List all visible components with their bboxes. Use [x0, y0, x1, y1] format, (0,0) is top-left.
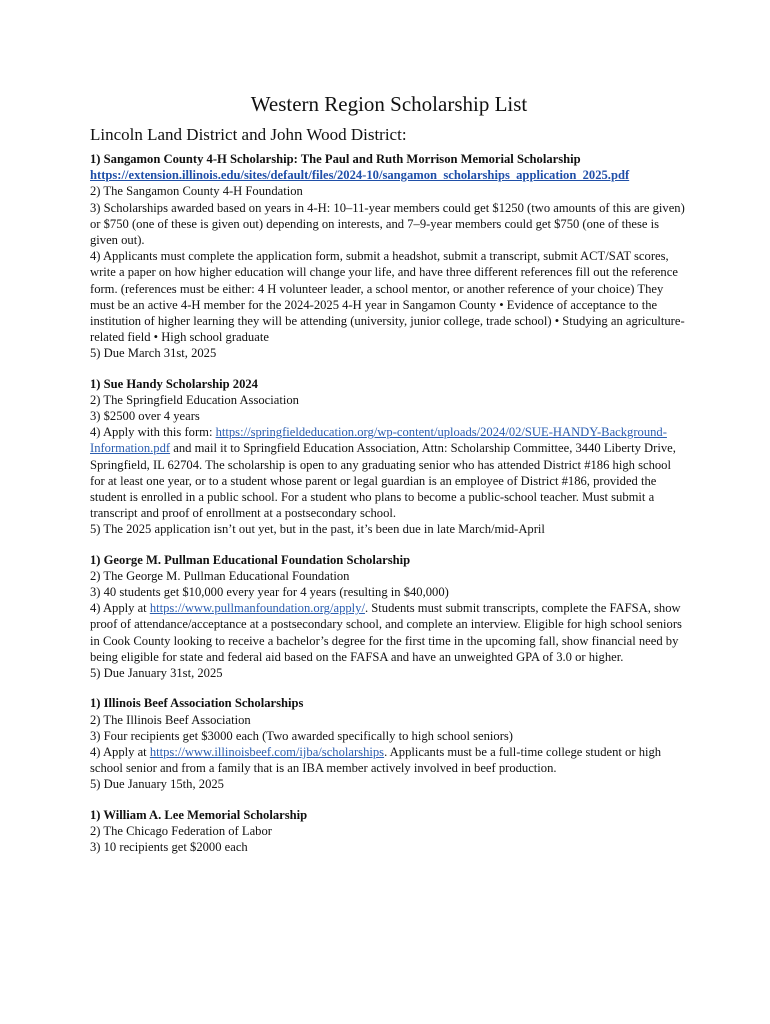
scholarship-due-date: 5) Due January 15th, 2025 [90, 777, 224, 792]
apply-details: . Applicants must be a full-time college student or high school senior and from a family that is an IBA member actively involved in beef production. [90, 744, 662, 776]
scholarship-due-date: 5) The 2025 application isn’t out yet, but in the past, it’s been due in late March/mid-April [90, 522, 545, 537]
apply-details: . Students must submit transcripts, complete the FAFSA, show proof of attendance/acceptance at a postsecondary school, and complete an interview. Eligible for high school seniors in Cook County looking to receive a bachelor’s degree for the first time in the upcoming fall, show financial need by being eligible for state and federal aid based on the FAFSA and have an unweighted GPA of 3.0 or higher. [90, 601, 682, 664]
scholarship-requirements [90, 744, 688, 776]
scholarship-provider: 2) The George M. Pullman Educational Foundation [90, 568, 350, 583]
page-title: Western Region Scholarship List [250, 92, 528, 116]
application-link[interactable]: https://extension.illinois.edu/sites/default/files/2024-10/sangamon_scholarships_application_2025.pdf [90, 168, 630, 183]
scholarship-heading: 1) Illinois Beef Association Scholarships [90, 696, 304, 711]
scholarship-heading: 1) Sangamon County 4-H Scholarship: The Paul and Ruth Morrison Memorial Scholarship [90, 152, 581, 166]
scholarship-award: 3) Four recipients get $3000 each (Two awarded specifically to high school seniors) [90, 728, 513, 743]
scholarship-award: 3) 40 students get $10,000 every year for 4 years (resulting in $40,000) [90, 585, 449, 600]
scholarship-provider: 2) The Illinois Beef Association [90, 712, 251, 727]
scholarship-heading: 1) William A. Lee Memorial Scholarship [90, 807, 308, 822]
scholarship-entry [90, 151, 688, 362]
scholarship-requirements [90, 424, 688, 521]
scholarship-provider: 2) The Chicago Federation of Labor [90, 823, 272, 838]
document-page [90, 92, 688, 869]
application-link[interactable]: https://www.illinoisbeef.com/ijba/scholarships [149, 744, 385, 759]
apply-prefix: 4) Apply at [90, 601, 150, 616]
scholarship-award: 3) Scholarships awarded based on years in 4-H: 10–11-year members could get $1250 (two amounts of this are given) or $750 (one of these is given out) depending on interests, and 7–9-year members could get $750 (one of these is given out). [90, 200, 685, 248]
scholarship-entry [90, 695, 688, 792]
application-link[interactable]: https://springfieldeducation.org/wp-content/uploads/2024/02/SUE-HANDY-Background-Information.pdf [90, 425, 667, 456]
scholarship-due-date: 5) Due January 31st, 2025 [90, 666, 223, 681]
scholarship-due-date: 5) Due March 31st, 2025 [90, 346, 217, 361]
scholarship-requirements [90, 600, 688, 665]
apply-prefix: 4) Apply at [90, 744, 150, 759]
scholarship-award: 3) 10 recipients get $2000 each [90, 839, 248, 854]
application-link[interactable]: https://www.pullmanfoundation.org/apply/ [149, 601, 365, 616]
scholarship-entry [90, 807, 688, 856]
scholarship-entry [90, 552, 688, 682]
scholarship-entry [90, 376, 688, 538]
apply-details: and mail it to Springfield Education Association, Attn: Scholarship Committee, 3440 Liberty Drive, Springfield, IL 62704. The scholarship is open to any graduating senior who has attended District #186 high school for at least one year, or to a student whose parent or legal guardian is an employee of District #186, provided the student is enrolled in a public school. For a student who plans to become a public-school teacher. Must submit a transcript and proof of enrollment at a postsecondary school. [90, 441, 676, 521]
scholarship-award: 3) $2500 over 4 years [90, 409, 200, 424]
scholarship-heading: 1) Sue Handy Scholarship 2024 [90, 376, 258, 391]
scholarship-requirements: 4) Applicants must complete the application form, submit a headshot, submit a transcript, submit ACT/SAT scores, write a paper on how higher education will change your life, and have three different references fill out the reference form. (references must be either: 4 H volunteer leader, a school mentor, or another reference of your choice) They must be an active 4-H member for the 2024-2025 4-H year in Sangamon County • Evidence of acceptance to the institution of higher learning they will be attending (university, junior college, trade school) • Studying an agriculture-related field • High school graduate [90, 249, 685, 345]
district-subtitle: Lincoln Land District and John Wood District: [90, 125, 407, 144]
scholarship-provider: 2) The Springfield Education Association [90, 392, 299, 407]
scholarship-heading: 1) George M. Pullman Educational Foundation Scholarship [90, 552, 411, 567]
scholarship-provider: 2) The Sangamon County 4-H Foundation [90, 184, 303, 199]
apply-prefix: 4) Apply with this form: [90, 425, 216, 440]
